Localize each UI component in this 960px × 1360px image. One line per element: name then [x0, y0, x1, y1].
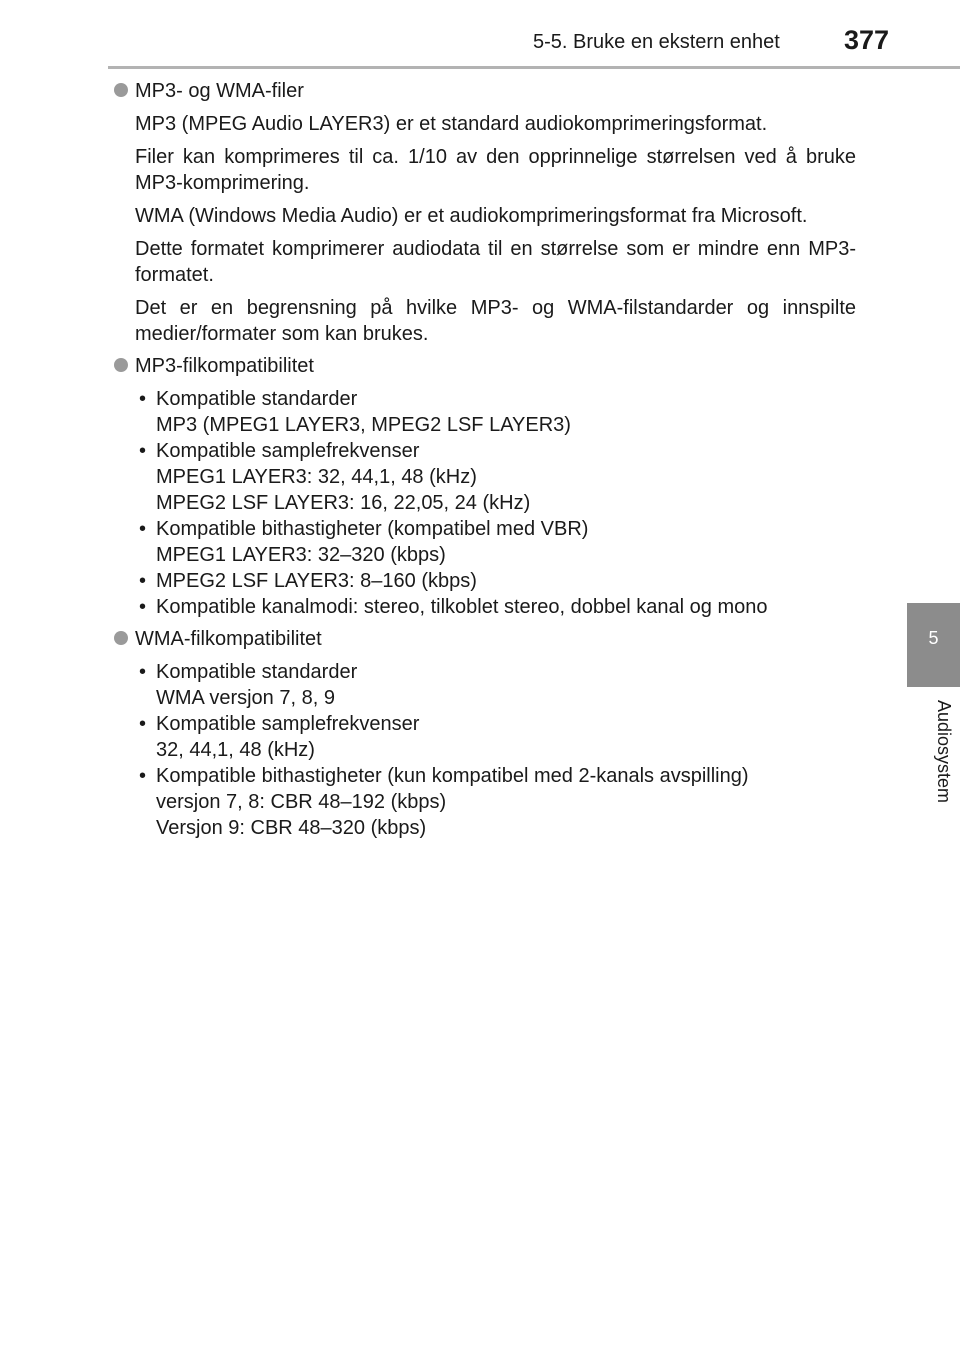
bullet-icon: •	[139, 596, 147, 618]
section-title: 5-5. Bruke en ekstern enhet	[533, 31, 780, 53]
bullet-icon: •	[139, 440, 147, 462]
list-item-detail: WMA versjon 7, 8, 9	[156, 687, 335, 709]
bullet-icon: •	[139, 765, 147, 787]
paragraph: Dette formatet komprimerer audiodata til en størrelse som er mindre enn MP3-formatet.	[135, 238, 856, 286]
paragraph: Det er en begrensning på hvilke MP3- og WMA-filstandarder og innspilte medier/formater som kan brukes.	[135, 297, 856, 345]
list-item-detail: MPEG1 LAYER3: 32, 44,1, 48 (kHz)	[156, 466, 477, 488]
chapter-tab	[907, 603, 960, 687]
list-item-detail: MPEG2 LSF LAYER3: 16, 22,05, 24 (kHz)	[156, 492, 531, 514]
section-heading-text: MP3- og WMA-filer	[135, 80, 304, 102]
bullet-icon: •	[139, 518, 147, 540]
paragraph: WMA (Windows Media Audio) er et audiokomprimeringsformat fra Microsoft.	[135, 205, 808, 227]
bullet-icon: •	[139, 388, 147, 410]
list-item	[110, 516, 856, 568]
paragraph: Filer kan komprimeres til ca. 1/10 av den opprinnelige størrelsen ved å bruke MP3-komprimering.	[135, 146, 856, 194]
section-heading-text: MP3-filkompatibilitet	[135, 355, 314, 377]
section-heading-text: WMA-filkompatibilitet	[135, 628, 322, 650]
chapter-number: 5	[928, 628, 939, 648]
list-item	[110, 659, 856, 711]
list-item	[110, 438, 856, 516]
list-item-label: Kompatible bithastigheter (kompatibel med VBR)	[156, 518, 589, 540]
bullet-dot-icon	[114, 358, 128, 372]
list-item-label: Kompatible samplefrekvenser	[156, 440, 420, 462]
bullet-icon: •	[139, 713, 147, 735]
section-heading	[110, 78, 856, 104]
bullet-icon: •	[139, 661, 147, 683]
list-item-label: Kompatible kanalmodi: stereo, tilkoblet stereo, dobbel kanal og mono	[156, 596, 768, 618]
list-item-detail: versjon 7, 8: CBR 48–192 (kbps)	[156, 791, 447, 813]
section-heading	[110, 626, 856, 652]
list-item	[110, 763, 856, 841]
list-item-label: Kompatible standarder	[156, 661, 358, 683]
list-item-detail: 32, 44,1, 48 (kHz)	[156, 739, 315, 761]
spec-list	[110, 386, 856, 620]
list-item-label: MPEG2 LSF LAYER3: 8–160 (kbps)	[156, 570, 477, 592]
section-heading	[110, 353, 856, 379]
list-item-label: Kompatible standarder	[156, 388, 358, 410]
list-item-detail: MPEG1 LAYER3: 32–320 (kbps)	[156, 544, 446, 566]
bullet-dot-icon	[114, 83, 128, 97]
page-content	[110, 78, 856, 841]
bullet-icon: •	[139, 570, 147, 592]
bullet-dot-icon	[114, 631, 128, 645]
page-number: 377	[844, 25, 890, 55]
list-item-detail: Versjon 9: CBR 48–320 (kbps)	[156, 817, 427, 839]
paragraph: MP3 (MPEG Audio LAYER3) er et standard audiokomprimeringsformat.	[135, 113, 768, 135]
list-item-label: Kompatible bithastigheter (kun kompatibel med 2-kanals avspilling)	[156, 765, 749, 787]
list-item	[110, 711, 856, 763]
chapter-label: Audiosystem	[934, 700, 954, 804]
list-item	[110, 594, 856, 620]
list-item-detail: MP3 (MPEG1 LAYER3, MPEG2 LSF LAYER3)	[156, 414, 571, 436]
list-item	[110, 568, 856, 594]
list-item-label: Kompatible samplefrekvenser	[156, 713, 420, 735]
header-divider	[108, 66, 960, 69]
list-item	[110, 386, 856, 438]
spec-list	[110, 659, 856, 841]
